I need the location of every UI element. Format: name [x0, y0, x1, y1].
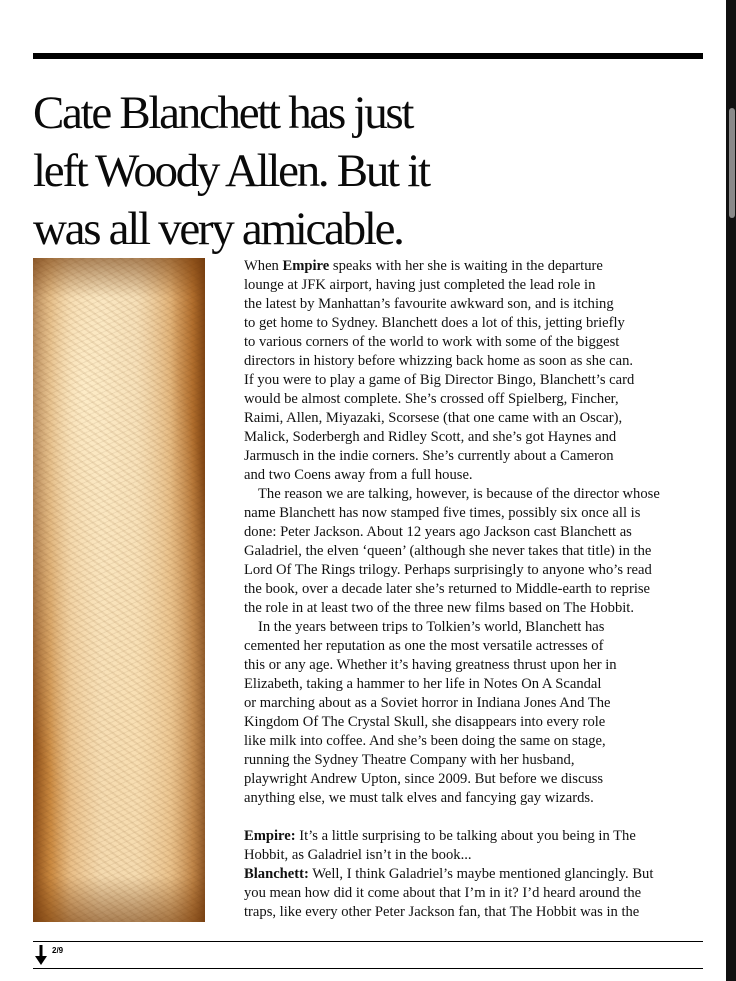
- magazine-name: Empire: [282, 258, 330, 274]
- body-line: anything else, we must talk elves and fancying gay wizards.: [244, 790, 594, 806]
- text-run: Well, I think Galadriel’s maybe mentioned glancingly. But: [308, 866, 654, 882]
- article-body: [244, 257, 714, 922]
- body-line: or marching about as a Soviet horror in Indiana Jones And The: [244, 695, 611, 711]
- body-line: would be almost complete. She’s crossed off Spielberg, Fincher,: [244, 391, 619, 407]
- article-headline: [33, 84, 593, 258]
- text-run: speaks with her she is waiting in the departure: [329, 258, 603, 274]
- text-run: When: [244, 258, 283, 274]
- body-line: cemented her reputation as one the most versatile actresses of: [244, 638, 604, 654]
- interview-answer-line: [244, 865, 714, 884]
- body-line: name Blanchett has now stamped five times, possibly six once all is: [244, 505, 641, 521]
- page-indicator: 2/9: [52, 946, 64, 955]
- body-line: like milk into coffee. And she’s been doing the same on stage,: [244, 733, 606, 749]
- body-line: Raimi, Allen, Miyazaki, Scorsese (that one came with an Oscar),: [244, 410, 623, 426]
- body-line: Jarmusch in the indie corners. She’s currently about a Cameron: [244, 448, 614, 464]
- body-line: to various corners of the world to work with some of the biggest: [244, 334, 620, 350]
- body-line: directors in history before whizzing back home as soon as she can.: [244, 353, 634, 369]
- body-line: lounge at JFK airport, having just completed the lead role in: [244, 277, 596, 293]
- body-line: the latest by Manhattan’s favourite awkward son, and is itching: [244, 296, 614, 312]
- footer-rule-lower: [33, 968, 703, 969]
- footer-rule: [33, 941, 703, 942]
- headline-line-2: left Woody Allen. But it: [33, 145, 429, 197]
- body-line: running the Sydney Theatre Company with her husband,: [244, 752, 575, 768]
- speaker-label: Empire:: [244, 828, 296, 844]
- body-line: Hobbit, as Galadriel isn’t in the book...: [244, 847, 472, 863]
- body-line: Lord Of The Rings trilogy. Perhaps surprisingly to anyone who’s read: [244, 562, 652, 578]
- paragraph-1-first-line: [244, 257, 714, 276]
- scrollbar-thumb[interactable]: [729, 108, 735, 218]
- headline-line-1: Cate Blanchett has just: [33, 87, 413, 139]
- body-line: Kingdom Of The Crystal Skull, she disappears into every role: [244, 714, 606, 730]
- body-line: playwright Andrew Upton, since 2009. But before we discuss: [244, 771, 604, 787]
- body-line: traps, like every other Peter Jackson fan, that The Hobbit was in the: [244, 904, 640, 920]
- text-run: It’s a little surprising to be talking about you being in The: [295, 828, 636, 844]
- body-line: Galadriel, the elven ‘queen’ (although she never takes that title) in the: [244, 543, 652, 559]
- body-line: the role in at least two of the three new films based on The Hobbit.: [244, 600, 635, 616]
- body-line: Malick, Soderbergh and Ridley Scott, and she’s got Haynes and: [244, 429, 617, 445]
- parchment-texture-image: [33, 258, 205, 922]
- body-line: In the years between trips to Tolkien’s world, Blanchett has: [258, 619, 605, 635]
- body-line: this or any age. Whether it’s having greatness thrust upon her in: [244, 657, 617, 673]
- speaker-label: Blanchett:: [244, 866, 309, 882]
- down-arrow-icon[interactable]: [35, 945, 47, 965]
- paragraph-gap: [244, 808, 714, 827]
- body-line: you mean how did it come about that I’m in it? I’d heard around the: [244, 885, 642, 901]
- body-line: the book, over a decade later she’s returned to Middle-earth to reprise: [244, 581, 651, 597]
- body-line: to get home to Sydney. Blanchett does a lot of this, jetting briefly: [244, 315, 625, 331]
- body-line: Elizabeth, taking a hammer to her life in Notes On A Scandal: [244, 676, 602, 692]
- body-line: If you were to play a game of Big Director Bingo, Blanchett’s card: [244, 372, 635, 388]
- interview-question-line: [244, 827, 714, 846]
- headline-line-3: was all very amicable.: [33, 203, 403, 255]
- header-rule: [33, 53, 703, 59]
- body-line: and two Coens away from a full house.: [244, 467, 473, 483]
- body-line: The reason we are talking, however, is because of the director whose: [258, 486, 660, 502]
- body-line: done: Peter Jackson. About 12 years ago Jackson cast Blanchett as: [244, 524, 632, 540]
